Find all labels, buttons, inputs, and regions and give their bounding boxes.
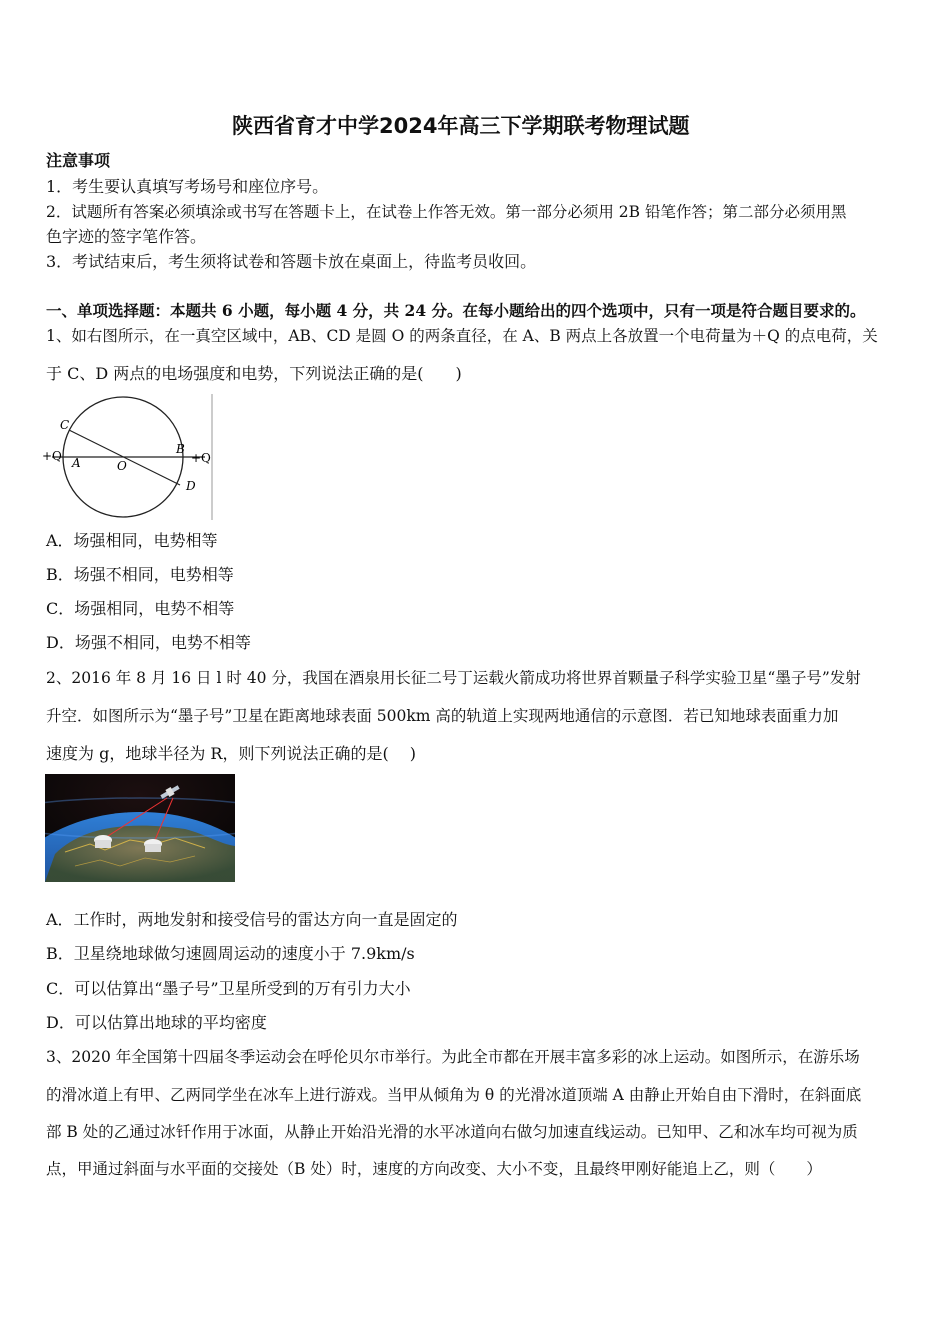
section-heading: 一、单项选择题：本题共 6 小题，每小题 4 分，共 24 分。在每小题给出的四个选项中，只有一项是符合题目要求的。 <box>46 301 866 320</box>
label-qright: +Q <box>191 451 211 465</box>
notice-heading: 注意事项 <box>46 151 111 170</box>
label-d: D <box>186 479 196 493</box>
ground-station-left <box>94 835 112 848</box>
question-1-text: 1、如右图所示，在一真空区域中，AB、CD 是圆 O 的两条直径，在 A、B 两点上各放置一个电荷量为＋Q 的点电荷，关 <box>46 327 878 345</box>
label-qleft: +Q <box>42 449 62 463</box>
label-a: A <box>72 456 81 470</box>
q2-option-d: D．可以估算出地球的平均密度 <box>46 1013 267 1032</box>
page-title: 陕西省育才中学2024年高三下学期联考物理试题 <box>232 114 690 138</box>
question-1-text: 于 C、D 两点的电场强度和电势，下列说法正确的是( ) <box>46 364 462 383</box>
label-c: C <box>60 418 70 432</box>
satellite-earth-image <box>45 774 235 882</box>
question-2-text: 升空．如图所示为“墨子号”卫星在距离地球表面 500km 高的轨道上实现两地通信的示意图．若已知地球表面重力加 <box>46 707 839 725</box>
circle-diagram <box>40 392 220 522</box>
notice-item: 3．考试结束后，考生须将试卷和答题卡放在桌面上，待监考员收回。 <box>46 252 537 271</box>
question-3-text: 3、2020 年全国第十四届冬季运动会在呼伦贝尔市举行。为此全市都在开展丰富多彩的冰上运动。如图所示，在游乐场 <box>46 1048 860 1066</box>
notice-item: 1．考生要认真填写考场号和座位序号。 <box>46 177 329 196</box>
q2-option-c: C．可以估算出“墨子号”卫星所受到的万有引力大小 <box>46 979 411 998</box>
question-2-text: 速度为 g，地球半径为 R，则下列说法正确的是( ) <box>46 744 417 763</box>
label-b: B <box>176 442 185 456</box>
q1-option-d: D．场强不相同，电势不相等 <box>46 633 251 652</box>
question-3-text: 的滑冰道上有甲、乙两同学坐在冰车上进行游戏。当甲从倾角为 θ 的光滑冰道顶端 A 由静止开始自由下滑时，在斜面底 <box>46 1086 862 1104</box>
notice-item: 色字迹的签字笔作答。 <box>46 227 207 246</box>
q1-option-a: A．场强相同，电势相等 <box>46 531 218 550</box>
question-3-text: 部 B 处的乙通过冰钎作用于冰面，从静止开始沿光滑的水平冰道向右做匀加速直线运动。已知甲、乙和冰车均可视为质 <box>46 1123 858 1141</box>
q2-option-a: A．工作时，两地发射和接受信号的雷达方向一直是固定的 <box>46 910 458 929</box>
notice-item: 2．试题所有答案必须填涂或书写在答题卡上，在试卷上作答无效。第一部分必须用 2B 铅笔作答；第二部分必须用黑 <box>46 203 847 221</box>
question-3-text: 点，甲通过斜面与水平面的交接处（B 处）时，速度的方向改变、大小不变，且最终甲刚好能追上乙，则（ ） <box>46 1160 822 1178</box>
ground-station-right <box>144 839 162 852</box>
question-2-text: 2、2016 年 8 月 16 日 l 时 40 分，我国在酒泉用长征二号丁运载火箭成功将世界首颗量子科学实验卫星“墨子号”发射 <box>46 669 861 687</box>
q1-option-c: C．场强相同，电势不相等 <box>46 599 235 618</box>
label-o: O <box>117 459 127 473</box>
q2-option-b: B．卫星绕地球做匀速圆周运动的速度小于 7.9km/s <box>46 944 415 963</box>
q1-option-b: B．场强不相同，电势相等 <box>46 565 234 584</box>
